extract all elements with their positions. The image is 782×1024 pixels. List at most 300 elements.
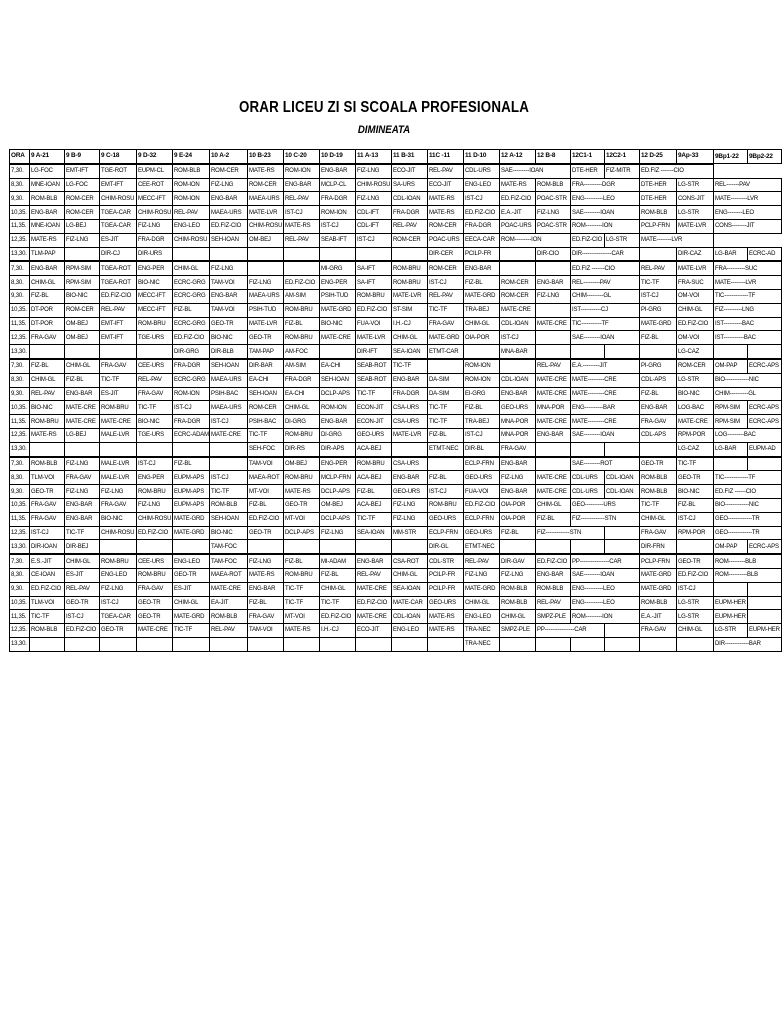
schedule-cell: MM-STR bbox=[392, 526, 428, 540]
schedule-cell: MCLP-CL bbox=[320, 178, 356, 192]
schedule-cell: ECRC-APS bbox=[748, 540, 782, 554]
merged-cell: TIC-------------TF bbox=[714, 471, 782, 485]
schedule-cell: REL-PAV bbox=[428, 289, 464, 303]
schedule-cell: CHIM-GL bbox=[464, 596, 500, 610]
time-cell: 13,30. bbox=[10, 345, 30, 359]
schedule-cell bbox=[605, 540, 640, 554]
schedule-cell: ECRC-APS bbox=[748, 359, 782, 373]
schedule-cell: FIZ-LNG bbox=[210, 261, 248, 275]
schedule-cell: ROM-BLB bbox=[640, 471, 677, 485]
schedule-cell bbox=[248, 247, 284, 261]
schedule-cell bbox=[137, 345, 173, 359]
schedule-cell: REL-PAV bbox=[428, 164, 464, 178]
schedule-cell: CDL-STR bbox=[428, 554, 464, 568]
schedule-cell: CDL-URS bbox=[571, 471, 605, 485]
schedule-cell: TIC-TF bbox=[137, 401, 173, 415]
schedule-cell: IST-CJ bbox=[428, 485, 464, 499]
schedule-cell: ROM-BRU bbox=[284, 568, 320, 582]
schedule-cell: DIR-RS bbox=[284, 442, 320, 456]
schedule-cell: MATE-CRE bbox=[210, 582, 248, 596]
schedule-cell: ROM-BLB bbox=[500, 596, 536, 610]
schedule-cell: PCILP-FR bbox=[428, 568, 464, 582]
schedule-cell: DCLP-APS bbox=[320, 485, 356, 499]
schedule-cell: REL-PAV bbox=[65, 582, 100, 596]
schedule-cell: FIZ-BL bbox=[464, 276, 500, 290]
schedule-cell bbox=[677, 637, 714, 651]
schedule-cell: ROM-BLB bbox=[536, 178, 571, 192]
schedule-cell: EA-CHI bbox=[248, 373, 284, 387]
schedule-cell: ECRC-GRG bbox=[173, 289, 210, 303]
schedule-cell: FIZ-BL bbox=[536, 512, 571, 526]
schedule-cell: IST-CJ bbox=[65, 610, 100, 624]
schedule-cell: EUPM-HER bbox=[748, 624, 782, 638]
schedule-cell bbox=[173, 540, 210, 554]
schedule-cell: FRA-GAV bbox=[640, 624, 677, 638]
schedule-cell bbox=[605, 442, 640, 456]
schedule-cell: DIR-CAZ bbox=[677, 247, 714, 261]
schedule-cell: CSA-URS bbox=[392, 457, 428, 471]
schedule-cell: MALE-LVR bbox=[100, 457, 137, 471]
schedule-cell: ECRC-APS bbox=[748, 415, 782, 429]
schedule-cell: ROM-BRU bbox=[284, 303, 320, 317]
schedule-cell: LG-BAR bbox=[714, 442, 748, 456]
header-class: 12C2-1 bbox=[605, 150, 640, 164]
schedule-cell: MATE-GRD bbox=[320, 303, 356, 317]
schedule-cell: IST-CJ bbox=[100, 596, 137, 610]
merged-cell: REL-------PAV bbox=[714, 178, 782, 192]
schedule-cell: ENG-BAR bbox=[320, 164, 356, 178]
schedule-cell: GEO-TR bbox=[210, 317, 248, 331]
schedule-cell: BIO-NIC bbox=[320, 317, 356, 331]
schedule-cell bbox=[356, 247, 392, 261]
schedule-cell: MAEA-URS bbox=[210, 373, 248, 387]
merged-cell: SAE---------IOAN bbox=[571, 206, 640, 220]
schedule-cell: OIA-POR bbox=[500, 512, 536, 526]
schedule-cell bbox=[500, 637, 536, 651]
schedule-cell: OM-BEJ bbox=[284, 457, 320, 471]
schedule-cell: TLM-VOI bbox=[30, 596, 65, 610]
schedule-cell: TRA-BEJ bbox=[464, 415, 500, 429]
schedule-cell: FIZ-BL bbox=[30, 289, 65, 303]
schedule-cell bbox=[210, 637, 248, 651]
schedule-cell: CDL-IOAN bbox=[605, 485, 640, 499]
schedule-cell: PSIH-BAC bbox=[210, 387, 248, 401]
merged-cell: SAE---------IOAN bbox=[571, 568, 640, 582]
schedule-cell: BIO-NIC bbox=[210, 331, 248, 345]
merged-cell: CHIM---------GL bbox=[571, 289, 640, 303]
schedule-cell: ENG-BAR bbox=[320, 415, 356, 429]
schedule-cell bbox=[571, 540, 605, 554]
page-title: ORAR LICEU ZI SI SCOALA PROFESIONALA bbox=[238, 99, 530, 116]
schedule-cell: FRA-GAV bbox=[137, 387, 173, 401]
schedule-cell: IST-CJ bbox=[173, 401, 210, 415]
merged-cell: IST-----------BAC bbox=[714, 331, 782, 345]
schedule-cell: LG-CAZ bbox=[677, 442, 714, 456]
table-row bbox=[10, 554, 782, 568]
schedule-cell: MATE-GRD bbox=[173, 526, 210, 540]
schedule-cell: SEH-IOAN bbox=[248, 387, 284, 401]
schedule-cell: DIR-GAV bbox=[500, 554, 536, 568]
schedule-cell: CHIM-GL bbox=[677, 303, 714, 317]
schedule-cell: TAM-FOC bbox=[210, 554, 248, 568]
merged-cell: BIO-------------NIC bbox=[714, 498, 782, 512]
schedule-cell: MCLP-FRN bbox=[320, 471, 356, 485]
time-cell: 11,35. bbox=[10, 610, 30, 624]
schedule-cell: MATE-GRD bbox=[464, 582, 500, 596]
merged-cell: ENG--------LEO bbox=[714, 206, 782, 220]
schedule-cell: LG-STR bbox=[677, 178, 714, 192]
schedule-cell: GEO-TR bbox=[137, 610, 173, 624]
schedule-cell: FIZ-LNG bbox=[392, 498, 428, 512]
schedule-cell: TIC-TF bbox=[392, 359, 428, 373]
schedule-cell: ACA-BEJ bbox=[356, 442, 392, 456]
schedule-cell: MATE-CRE bbox=[536, 471, 571, 485]
schedule-cell: CONS-JIT bbox=[677, 192, 714, 206]
schedule-cell: SEH-IOAN bbox=[210, 512, 248, 526]
table-row bbox=[10, 540, 782, 554]
schedule-cell bbox=[30, 345, 65, 359]
schedule-cell: PCILP-FR bbox=[428, 582, 464, 596]
schedule-cell: E.A.-JIT bbox=[640, 610, 677, 624]
schedule-cell: ROM-CER bbox=[428, 261, 464, 275]
schedule-cell: ENG-BAR bbox=[536, 568, 571, 582]
table-row bbox=[10, 485, 782, 499]
schedule-cell: TAM-VOI bbox=[210, 276, 248, 290]
merged-cell: GEO-------------TR bbox=[714, 512, 782, 526]
schedule-cell bbox=[392, 247, 428, 261]
schedule-cell: ECRC-GRG bbox=[173, 276, 210, 290]
schedule-cell: ROM-CER bbox=[65, 206, 100, 220]
schedule-cell: ENG-BAR bbox=[640, 401, 677, 415]
schedule-cell: MI-GRG bbox=[320, 261, 356, 275]
schedule-cell: FRA-DGR bbox=[284, 373, 320, 387]
schedule-cell: IST-CJ bbox=[677, 582, 714, 596]
schedule-cell: DTE-HER bbox=[571, 164, 605, 178]
schedule-cell: FIZ-BL bbox=[284, 554, 320, 568]
schedule-cell: BIO-NIC bbox=[677, 485, 714, 499]
schedule-cell: FRA-GAV bbox=[500, 442, 536, 456]
time-cell: 8,30. bbox=[10, 568, 30, 582]
schedule-cell: TAM-FOC bbox=[210, 540, 248, 554]
table-row bbox=[10, 164, 782, 178]
schedule-cell: MATE-GRD bbox=[173, 610, 210, 624]
schedule-cell bbox=[137, 442, 173, 456]
schedule-cell: CDL-IOAN bbox=[500, 317, 536, 331]
schedule-cell: ED.FIZ-CIO bbox=[284, 276, 320, 290]
schedule-cell: LG-STR bbox=[677, 373, 714, 387]
schedule-cell: MALE-LVR bbox=[100, 428, 137, 442]
schedule-cell: MATE-CRE bbox=[65, 415, 100, 429]
schedule-cell: TIC-TF bbox=[428, 303, 464, 317]
header-class: 10 A-2 bbox=[210, 150, 248, 164]
schedule-cell: REL-PAV bbox=[30, 387, 65, 401]
schedule-cell: GEO-URS bbox=[428, 512, 464, 526]
schedule-cell: DT-POR bbox=[30, 303, 65, 317]
merged-cell: BIO-------------NIC bbox=[714, 373, 782, 387]
schedule-cell: DCLP-APS bbox=[320, 387, 356, 401]
time-cell: 11,35. bbox=[10, 512, 30, 526]
merged-cell: ROM---------ION bbox=[571, 610, 640, 624]
schedule-cell bbox=[210, 247, 248, 261]
schedule-cell: FIZ-LNG bbox=[137, 219, 173, 233]
schedule-cell bbox=[428, 637, 464, 651]
schedule-cell: LG-BEJ bbox=[65, 219, 100, 233]
schedule-cell: MATE-LVR bbox=[392, 289, 428, 303]
schedule-cell: TIC-TF bbox=[356, 387, 392, 401]
schedule-cell: SEH-FOC bbox=[248, 442, 284, 456]
schedule-cell: ROM-BRU bbox=[100, 401, 137, 415]
schedule-cell: DIR-IOAN bbox=[30, 540, 65, 554]
schedule-cell: MATE-CRE bbox=[210, 428, 248, 442]
schedule-cell: ED.FIZ-CIO bbox=[356, 596, 392, 610]
schedule-cell: CDL-URS bbox=[464, 164, 500, 178]
schedule-cell: FIZ-LNG bbox=[65, 457, 100, 471]
schedule-cell: ROM-BLB bbox=[30, 192, 65, 206]
schedule-cell: EA-CHI bbox=[320, 359, 356, 373]
schedule-cell: TGEA-ROT bbox=[100, 276, 137, 290]
schedule-cell bbox=[248, 540, 284, 554]
schedule-cell: ROM-BLB bbox=[210, 498, 248, 512]
schedule-cell: MATE-RS bbox=[248, 164, 284, 178]
schedule-cell: ENG-BAR bbox=[392, 373, 428, 387]
schedule-cell: PI-GRG bbox=[640, 303, 677, 317]
merged-cell: ENG----------BAR bbox=[571, 401, 640, 415]
schedule-cell: REL-PAV bbox=[173, 206, 210, 220]
schedule-cell: MATE-CRE bbox=[100, 415, 137, 429]
schedule-cell bbox=[284, 637, 320, 651]
schedule-cell: FIZ-BL bbox=[284, 317, 320, 331]
schedule-cell: OM-VOI bbox=[677, 331, 714, 345]
schedule-cell: FIZ-BL bbox=[173, 303, 210, 317]
schedule-cell: FIZ-LNG bbox=[210, 178, 248, 192]
merged-cell: ENG----------LEO bbox=[571, 582, 640, 596]
schedule-cell: REL-PAV bbox=[536, 596, 571, 610]
merged-cell: MATE---------CRE bbox=[571, 415, 640, 429]
schedule-cell: FRA-GAV bbox=[100, 359, 137, 373]
schedule-cell: CDL-APS bbox=[640, 428, 677, 442]
table-row bbox=[10, 276, 782, 290]
schedule-cell: MATE-LVR bbox=[248, 317, 284, 331]
schedule-cell: AM-FOC bbox=[284, 345, 320, 359]
merged-cell: CHIM----------GL bbox=[714, 387, 782, 401]
schedule-cell: MNA-POR bbox=[500, 428, 536, 442]
header-class: 12 A-12 bbox=[500, 150, 536, 164]
table-row bbox=[10, 359, 782, 373]
header-class: 11C -11 bbox=[428, 150, 464, 164]
header-class: 9Bp2-22 bbox=[748, 150, 782, 164]
time-cell: 9,30. bbox=[10, 485, 30, 499]
schedule-cell: ENG-PER bbox=[137, 261, 173, 275]
schedule-cell: FIZ-BL bbox=[173, 457, 210, 471]
merged-cell: IST----------BAC bbox=[714, 317, 782, 331]
schedule-cell: TLM-VOI bbox=[30, 471, 65, 485]
table-row bbox=[10, 289, 782, 303]
schedule-cell: ROM-BLB bbox=[30, 624, 65, 638]
time-cell: 7,30. bbox=[10, 554, 30, 568]
schedule-cell bbox=[714, 457, 748, 471]
schedule-cell: MATE-LVR bbox=[677, 219, 714, 233]
schedule-cell: TIC-TF bbox=[428, 401, 464, 415]
schedule-cell: CSA-URS bbox=[392, 415, 428, 429]
schedule-cell: IST-CJ bbox=[428, 276, 464, 290]
schedule-table bbox=[9, 149, 782, 652]
schedule-cell: MAEA-URS bbox=[248, 192, 284, 206]
schedule-cell: ECRC-GRG bbox=[173, 373, 210, 387]
time-cell: 12,35. bbox=[10, 331, 30, 345]
schedule-cell: CHIM-GL bbox=[536, 498, 571, 512]
schedule-cell: ECO-JIT bbox=[428, 178, 464, 192]
schedule-cell: MATE-RS bbox=[248, 568, 284, 582]
time-cell: 8,30. bbox=[10, 178, 30, 192]
schedule-cell bbox=[320, 540, 356, 554]
schedule-cell: FIZ-LNG bbox=[248, 554, 284, 568]
table-row bbox=[10, 596, 782, 610]
schedule-cell bbox=[536, 540, 571, 554]
schedule-cell: CE-IOAN bbox=[30, 568, 65, 582]
schedule-cell: FRA-GAV bbox=[428, 317, 464, 331]
schedule-cell: ED.FIZ-CIO bbox=[464, 498, 500, 512]
schedule-cell: ENG-BAR bbox=[500, 457, 536, 471]
schedule-cell: FIZ-LNG bbox=[65, 485, 100, 499]
schedule-cell: MATE-CRE bbox=[137, 624, 173, 638]
schedule-cell: LG-FOC bbox=[30, 164, 65, 178]
schedule-cell: MI-ADAM bbox=[320, 554, 356, 568]
schedule-cell: TIC-TF bbox=[284, 582, 320, 596]
schedule-cell: ROM-CER bbox=[65, 303, 100, 317]
schedule-cell: FRA-DGR bbox=[392, 206, 428, 220]
schedule-cell: ENG-BAR bbox=[210, 289, 248, 303]
schedule-cell: ROM-BRU bbox=[137, 317, 173, 331]
schedule-cell: FIZ-BL bbox=[677, 498, 714, 512]
header-class: 12 D-25 bbox=[640, 150, 677, 164]
schedule-cell: EMT-IFT bbox=[65, 164, 100, 178]
schedule-cell: GEO-TR bbox=[677, 471, 714, 485]
schedule-cell: GEO-TR bbox=[100, 624, 137, 638]
schedule-cell: IST-CJ bbox=[320, 219, 356, 233]
merged-cell: MATE--------LVR bbox=[714, 276, 782, 290]
schedule-cell: REL-PAV bbox=[137, 373, 173, 387]
header-class: 9 C-18 bbox=[100, 150, 137, 164]
merged-cell: GEO-------------TR bbox=[714, 526, 782, 540]
schedule-cell: FIZ-LNG bbox=[100, 485, 137, 499]
schedule-cell: DIR-CER bbox=[428, 247, 464, 261]
schedule-cell: GEO-TR bbox=[248, 526, 284, 540]
schedule-cell: ECLP-FRN bbox=[464, 512, 500, 526]
schedule-cell: E.A.-JIT bbox=[500, 206, 536, 220]
schedule-cell: ECRC-AD bbox=[748, 247, 782, 261]
schedule-cell: ENG-BAR bbox=[464, 261, 500, 275]
schedule-cell: CHIM-GL bbox=[65, 554, 100, 568]
time-cell: 9,30. bbox=[10, 582, 30, 596]
schedule-cell: PCLP-FRN bbox=[640, 554, 677, 568]
schedule-cell: FIZ-LNG bbox=[320, 526, 356, 540]
header-class: 9Bp1-22 bbox=[714, 150, 748, 164]
schedule-cell: MATE-RS bbox=[284, 219, 320, 233]
schedule-cell: ED.FIZ-CIO bbox=[248, 512, 284, 526]
schedule-cell: CHIM-GL bbox=[173, 261, 210, 275]
schedule-cell: MATE-CRE bbox=[536, 317, 571, 331]
schedule-cell: MATE-RS bbox=[428, 206, 464, 220]
merged-cell: DIR-------------BAR bbox=[714, 637, 782, 651]
schedule-cell bbox=[210, 442, 248, 456]
schedule-cell: MECC-IFT bbox=[137, 303, 173, 317]
table-row bbox=[10, 345, 782, 359]
schedule-cell: ENG-BAR bbox=[65, 512, 100, 526]
schedule-cell: ED.FIZ-CIO bbox=[500, 192, 536, 206]
schedule-cell: TGEA-CAR bbox=[100, 610, 137, 624]
schedule-cell bbox=[536, 442, 571, 456]
time-cell: 9,30. bbox=[10, 289, 30, 303]
schedule-cell: MATE-CRE bbox=[356, 610, 392, 624]
schedule-cell: FIZ-BL bbox=[248, 596, 284, 610]
time-cell: 7,30. bbox=[10, 359, 30, 373]
schedule-cell: I.H.-CJ bbox=[392, 317, 428, 331]
time-cell: 10,35. bbox=[10, 596, 30, 610]
schedule-cell bbox=[640, 345, 677, 359]
schedule-cell: ROM-ION bbox=[173, 178, 210, 192]
schedule-cell: FUA-VOI bbox=[356, 317, 392, 331]
schedule-cell: FRA-SUC bbox=[677, 276, 714, 290]
schedule-cell: ENG-PER bbox=[320, 276, 356, 290]
schedule-cell: OM-PAP bbox=[714, 540, 748, 554]
merged-cell: FRA----------DGR bbox=[571, 178, 640, 192]
time-cell: 11,35. bbox=[10, 415, 30, 429]
schedule-cell: BIO-NIC bbox=[65, 289, 100, 303]
schedule-cell: CHIM-GL bbox=[677, 624, 714, 638]
schedule-cell: REL-PAV bbox=[356, 568, 392, 582]
merged-cell: FIZ-------------STN bbox=[571, 512, 640, 526]
schedule-cell: ES-JIT bbox=[65, 568, 100, 582]
time-cell: 13,30. bbox=[10, 540, 30, 554]
schedule-cell: CHIM-GL bbox=[320, 582, 356, 596]
schedule-cell: ROM-BRU bbox=[30, 415, 65, 429]
schedule-cell: IST-CJ bbox=[677, 512, 714, 526]
schedule-cell: CDL-URS bbox=[571, 485, 605, 499]
schedule-cell: GEO-TR bbox=[30, 485, 65, 499]
schedule-cell: ROM-BLB bbox=[210, 610, 248, 624]
schedule-cell: FIZ-LNG bbox=[500, 471, 536, 485]
schedule-cell: TIC-TF bbox=[210, 485, 248, 499]
schedule-cell bbox=[571, 345, 605, 359]
schedule-cell: TIC-TF bbox=[320, 596, 356, 610]
schedule-cell: ENG-BAR bbox=[392, 471, 428, 485]
time-cell: 7,30. bbox=[10, 164, 30, 178]
schedule-cell: ECLP-FRN bbox=[428, 526, 464, 540]
schedule-cell: REL-PAV bbox=[640, 261, 677, 275]
schedule-cell: DIR-URS bbox=[137, 247, 173, 261]
schedule-cell bbox=[500, 247, 536, 261]
schedule-cell: POAC-STR bbox=[536, 219, 571, 233]
schedule-cell: PSIH-TUD bbox=[320, 289, 356, 303]
schedule-cell: RPM-POR bbox=[677, 526, 714, 540]
schedule-cell: DCLP-APS bbox=[284, 526, 320, 540]
schedule-cell: DIR-BLB bbox=[210, 345, 248, 359]
schedule-cell: ROM-BLB bbox=[173, 164, 210, 178]
schedule-cell: GEO-URS bbox=[464, 526, 500, 540]
schedule-cell: ROM-CER bbox=[392, 233, 428, 247]
schedule-cell: ED.FIZ-CIO bbox=[571, 233, 605, 247]
schedule-cell: FIZ-BL bbox=[65, 373, 100, 387]
table-row bbox=[10, 442, 782, 456]
schedule-cell: ECO-JIT bbox=[356, 624, 392, 638]
schedule-cell: MNE-IOAN bbox=[30, 178, 65, 192]
schedule-cell bbox=[100, 637, 137, 651]
table-row bbox=[10, 206, 782, 220]
schedule-cell: DTE-HER bbox=[640, 192, 677, 206]
schedule-cell: DI-GRG bbox=[320, 428, 356, 442]
schedule-cell: ETMT-CAR bbox=[428, 345, 464, 359]
schedule-cell: ECO-JIT bbox=[392, 164, 428, 178]
